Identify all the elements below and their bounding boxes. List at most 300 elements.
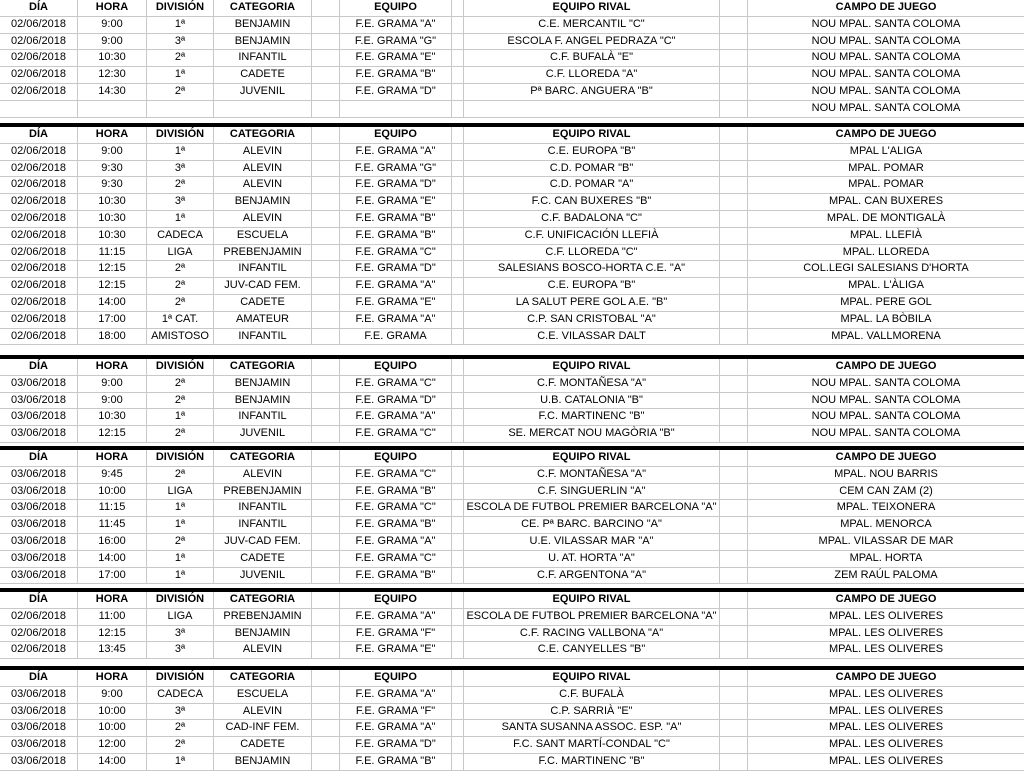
spacer-cell — [452, 50, 464, 66]
header-equipo: EQUIPO — [340, 359, 452, 375]
spacer-cell — [720, 329, 748, 345]
cell-campo: MPAL. LES OLIVERES — [828, 687, 944, 700]
cell-hora: 14:00 — [78, 551, 147, 567]
cell-equipo — [340, 101, 452, 117]
cell-division: 1ª — [147, 67, 214, 83]
header-division: DIVISIÓN — [147, 359, 214, 375]
spacer-cell — [720, 245, 748, 261]
cell-equipo: F.E. GRAMA "C" — [340, 245, 452, 261]
cell-categoria: BENJAMIN — [214, 34, 312, 50]
cell-categoria: INFANTIL — [214, 409, 312, 425]
table-row — [0, 534, 1024, 551]
cell-equipo: F.E. GRAMA "A" — [340, 409, 452, 425]
cell-division — [147, 101, 214, 117]
cell-categoria: ALEVIN — [214, 467, 312, 483]
header-categoria: CATEGORIA — [214, 670, 312, 686]
cell-hora: 9:00 — [78, 17, 147, 33]
header-row — [0, 670, 1024, 687]
cell-categoria — [214, 101, 312, 117]
spacer-cell — [452, 551, 464, 567]
spacer-cell — [312, 670, 340, 686]
cell-dia: 03/06/2018 — [0, 426, 78, 442]
spacer-cell — [452, 278, 464, 294]
cell-categoria: BENJAMIN — [214, 754, 312, 770]
spacer-cell — [720, 144, 748, 160]
cell-dia: 02/06/2018 — [0, 626, 78, 642]
cell-dia — [0, 101, 78, 117]
cell-equipo: F.E. GRAMA "B" — [340, 211, 452, 227]
table-row — [0, 687, 1024, 704]
cell-hora: 10:00 — [78, 720, 147, 736]
spacer-cell — [312, 376, 340, 392]
schedule-section — [0, 359, 1024, 443]
spacer-cell — [720, 551, 748, 567]
spacer-cell — [452, 295, 464, 311]
table-row — [0, 393, 1024, 410]
cell-campo: MPAL. MENORCA — [840, 518, 932, 531]
spacer-cell — [720, 177, 748, 193]
cell-equipo-rival: C.P. SARRIÀ "E" — [464, 704, 720, 720]
header-dia: DÍA — [0, 670, 78, 686]
cell-division: 1ª — [147, 517, 214, 533]
table-row — [0, 17, 1024, 34]
cell-hora: 9:00 — [78, 393, 147, 409]
cell-equipo-rival: C.F. UNIFICACIÓN LLEFIÀ — [464, 228, 720, 244]
header-equipo-rival: EQUIPO RIVAL — [464, 127, 720, 143]
header-equipo: EQUIPO — [340, 450, 452, 466]
table-row — [0, 484, 1024, 501]
spacer-cell — [720, 376, 748, 392]
cell-campo: NOU MPAL. SANTA COLOMA — [811, 84, 961, 97]
cell-division: 2ª — [147, 261, 214, 277]
header-row — [0, 592, 1024, 609]
spacer-cell — [312, 704, 340, 720]
spacer-cell — [452, 211, 464, 227]
cell-equipo: F.E. GRAMA "B" — [340, 754, 452, 770]
cell-equipo-rival: C.D. POMAR "B" — [464, 161, 720, 177]
spacer-cell — [720, 450, 748, 466]
header-row — [0, 0, 1024, 17]
spacer-cell — [312, 393, 340, 409]
cell-division: 2ª — [147, 426, 214, 442]
cell-equipo: F.E. GRAMA "D" — [340, 737, 452, 753]
cell-equipo: F.E. GRAMA "B" — [340, 484, 452, 500]
cell-campo: NOU MPAL. SANTA COLOMA — [811, 376, 961, 389]
cell-equipo: F.E. GRAMA "C" — [340, 467, 452, 483]
cell-dia: 03/06/2018 — [0, 517, 78, 533]
header-categoria: CATEGORIA — [214, 592, 312, 608]
spacer-cell — [452, 261, 464, 277]
spacer-cell — [452, 670, 464, 686]
cell-equipo-rival: C.F. LLOREDA "A" — [464, 67, 720, 83]
cell-equipo-rival: ESCOLA F. ANGEL PEDRAZA "C" — [464, 34, 720, 50]
spacer-cell — [312, 34, 340, 50]
cell-hora: 14:30 — [78, 84, 147, 100]
spacer-cell — [720, 467, 748, 483]
header-campo: CAMPO DE JUEGO — [835, 671, 937, 683]
cell-equipo: F.E. GRAMA "A" — [340, 312, 452, 328]
spacer-cell — [720, 534, 748, 550]
cell-campo: NOU MPAL. SANTA COLOMA — [811, 393, 961, 406]
cell-categoria: CADETE — [214, 295, 312, 311]
cell-categoria: INFANTIL — [214, 261, 312, 277]
cell-categoria: CAD-INF FEM. — [214, 720, 312, 736]
cell-equipo: F.E. GRAMA "B" — [340, 228, 452, 244]
cell-equipo: F.E. GRAMA "A" — [340, 720, 452, 736]
cell-equipo: F.E. GRAMA "F" — [340, 704, 452, 720]
cell-hora: 9:30 — [78, 177, 147, 193]
cell-equipo-rival: F.C. CAN BUXERES "B" — [464, 194, 720, 210]
cell-equipo: F.E. GRAMA "A" — [340, 17, 452, 33]
spacer-cell — [452, 467, 464, 483]
cell-equipo-rival: SE. MERCAT NOU MAGÒRIA "B" — [464, 426, 720, 442]
spacer-cell — [312, 720, 340, 736]
cell-campo: NOU MPAL. SANTA COLOMA — [811, 34, 961, 47]
cell-hora: 17:00 — [78, 312, 147, 328]
cell-hora: 18:00 — [78, 329, 147, 345]
table-row — [0, 737, 1024, 754]
cell-equipo: F.E. GRAMA "D" — [340, 177, 452, 193]
cell-dia: 03/06/2018 — [0, 409, 78, 425]
cell-hora: 12:30 — [78, 67, 147, 83]
cell-equipo-rival: C.P. SAN CRISTOBAL "A" — [464, 312, 720, 328]
cell-hora: 9:30 — [78, 161, 147, 177]
spacer-cell — [720, 642, 748, 658]
table-row — [0, 84, 1024, 101]
cell-equipo: F.E. GRAMA "B" — [340, 67, 452, 83]
cell-hora: 10:30 — [78, 228, 147, 244]
spacer-cell — [312, 754, 340, 770]
cell-equipo-rival: U.B. CATALONIA "B" — [464, 393, 720, 409]
cell-campo: NOU MPAL. SANTA COLOMA — [811, 51, 961, 64]
cell-categoria: BENJAMIN — [214, 17, 312, 33]
cell-equipo-rival: U.E. VILASSAR MAR "A" — [464, 534, 720, 550]
spacer-cell — [452, 359, 464, 375]
cell-equipo-rival: CE. Pª BARC. BARCINO "A" — [464, 517, 720, 533]
cell-dia: 02/06/2018 — [0, 261, 78, 277]
cell-categoria: ALEVIN — [214, 704, 312, 720]
header-hora: HORA — [78, 450, 147, 466]
spacer-cell — [452, 517, 464, 533]
header-equipo-rival: EQUIPO RIVAL — [464, 0, 720, 16]
spacer-cell — [720, 484, 748, 500]
spacer-cell — [720, 592, 748, 608]
table-row — [0, 261, 1024, 278]
cell-equipo: F.E. GRAMA "E" — [340, 295, 452, 311]
spacer-cell — [452, 534, 464, 550]
cell-campo: MPAL. LLEFIÀ — [850, 228, 922, 241]
spacer-cell — [720, 84, 748, 100]
spacer-cell — [720, 409, 748, 425]
cell-dia: 03/06/2018 — [0, 376, 78, 392]
cell-hora: 9:00 — [78, 144, 147, 160]
cell-campo: MPAL. CAN BUXERES — [828, 195, 944, 208]
cell-dia: 03/06/2018 — [0, 704, 78, 720]
spacer-cell — [312, 534, 340, 550]
table-row — [0, 312, 1024, 329]
cell-division: 2ª — [147, 376, 214, 392]
spacer-cell — [312, 278, 340, 294]
cell-categoria: ALEVIN — [214, 144, 312, 160]
cell-dia: 02/06/2018 — [0, 177, 78, 193]
header-categoria: CATEGORIA — [214, 359, 312, 375]
table-row — [0, 754, 1024, 771]
cell-categoria: ALEVIN — [214, 211, 312, 227]
table-row — [0, 67, 1024, 84]
spacer-cell — [312, 484, 340, 500]
cell-equipo-rival: C.E. VILASSAR DALT — [464, 329, 720, 345]
cell-dia: 03/06/2018 — [0, 467, 78, 483]
cell-equipo: F.E. GRAMA "G" — [340, 34, 452, 50]
header-equipo: EQUIPO — [340, 127, 452, 143]
cell-campo: MPAL. TEIXONERA — [836, 501, 936, 514]
cell-hora: 9:00 — [78, 34, 147, 50]
header-equipo-rival: EQUIPO RIVAL — [464, 670, 720, 686]
cell-equipo-rival: C.E. CANYELLES "B" — [464, 642, 720, 658]
cell-hora: 10:30 — [78, 409, 147, 425]
cell-division: AMISTOSO — [147, 329, 214, 345]
spacer-cell — [720, 34, 748, 50]
cell-division: 3ª — [147, 194, 214, 210]
cell-division: 1ª — [147, 144, 214, 160]
spacer-cell — [312, 194, 340, 210]
cell-campo: MPAL. LLOREDA — [842, 245, 930, 258]
spacer-cell — [312, 312, 340, 328]
cell-equipo-rival — [464, 101, 720, 117]
spacer-cell — [452, 228, 464, 244]
spacer-cell — [452, 312, 464, 328]
cell-categoria: JUVENIL — [214, 84, 312, 100]
cell-hora: 11:00 — [78, 609, 147, 625]
cell-campo: MPAL. LA BÒBILA — [840, 312, 932, 325]
cell-equipo-rival: C.E. EUROPA "B" — [464, 278, 720, 294]
cell-hora: 11:45 — [78, 517, 147, 533]
spacer-cell — [452, 500, 464, 516]
table-row — [0, 517, 1024, 534]
header-equipo-rival: EQUIPO RIVAL — [464, 359, 720, 375]
cell-campo: MPAL. LES OLIVERES — [828, 754, 944, 767]
table-row — [0, 642, 1024, 659]
spacer-cell — [312, 245, 340, 261]
header-equipo-rival: EQUIPO RIVAL — [464, 450, 720, 466]
spacer-cell — [720, 609, 748, 625]
cell-division: 2ª — [147, 84, 214, 100]
spacer-cell — [720, 720, 748, 736]
header-division: DIVISIÓN — [147, 450, 214, 466]
cell-campo: MPAL. LES OLIVERES — [828, 721, 944, 734]
cell-dia: 02/06/2018 — [0, 84, 78, 100]
spacer-cell — [452, 245, 464, 261]
cell-equipo: F.E. GRAMA — [340, 329, 452, 345]
cell-categoria: CADETE — [214, 67, 312, 83]
cell-equipo: F.E. GRAMA "D" — [340, 84, 452, 100]
header-campo: CAMPO DE JUEGO — [835, 451, 937, 463]
cell-hora: 10:30 — [78, 194, 147, 210]
cell-equipo-rival: F.C. MARTINENC "B" — [464, 409, 720, 425]
spacer-cell — [720, 261, 748, 277]
cell-hora: 16:00 — [78, 534, 147, 550]
spacer-cell — [452, 34, 464, 50]
cell-campo: MPAL. LES OLIVERES — [828, 609, 944, 622]
spacer-cell — [452, 177, 464, 193]
cell-hora: 9:00 — [78, 687, 147, 703]
spacer-cell — [452, 17, 464, 33]
table-row — [0, 50, 1024, 67]
spacer-cell — [312, 144, 340, 160]
spacer-cell — [312, 568, 340, 584]
header-campo: CAMPO DE JUEGO — [835, 593, 937, 605]
cell-dia: 02/06/2018 — [0, 67, 78, 83]
cell-categoria: AMATEUR — [214, 312, 312, 328]
cell-division: 1ª — [147, 17, 214, 33]
table-row — [0, 161, 1024, 178]
spacer-cell — [452, 144, 464, 160]
cell-campo: NOU MPAL. SANTA COLOMA — [811, 68, 961, 81]
spacer-cell — [452, 67, 464, 83]
spacer-cell — [720, 687, 748, 703]
cell-hora: 14:00 — [78, 754, 147, 770]
cell-equipo-rival: SANTA SUSANNA ASSOC. ESP. "A" — [464, 720, 720, 736]
cell-equipo-rival: C.F. MONTAÑESA "A" — [464, 376, 720, 392]
header-dia: DÍA — [0, 359, 78, 375]
cell-equipo-rival: C.F. SINGUERLIN "A" — [464, 484, 720, 500]
table-row — [0, 329, 1024, 346]
cell-campo: MPAL L'ALIGA — [849, 144, 923, 157]
cell-division: 2ª — [147, 393, 214, 409]
cell-categoria: BENJAMIN — [214, 194, 312, 210]
schedule-section — [0, 0, 1024, 118]
cell-division: 3ª — [147, 626, 214, 642]
spacer-cell — [720, 101, 748, 117]
cell-hora: 17:00 — [78, 568, 147, 584]
spacer-cell — [720, 194, 748, 210]
cell-equipo-rival: LA SALUT PERE GOL A.E. "B" — [464, 295, 720, 311]
table-row — [0, 500, 1024, 517]
cell-division: 1ª — [147, 568, 214, 584]
table-row — [0, 467, 1024, 484]
cell-dia: 03/06/2018 — [0, 551, 78, 567]
cell-equipo: F.E. GRAMA "G" — [340, 161, 452, 177]
spacer-cell — [312, 228, 340, 244]
cell-dia: 03/06/2018 — [0, 500, 78, 516]
cell-dia: 03/06/2018 — [0, 534, 78, 550]
cell-equipo: F.E. GRAMA "C" — [340, 376, 452, 392]
spacer-cell — [312, 609, 340, 625]
cell-equipo-rival: C.F. RACING VALLBONA "A" — [464, 626, 720, 642]
cell-categoria: INFANTIL — [214, 500, 312, 516]
spacer-cell — [452, 704, 464, 720]
spacer-cell — [720, 50, 748, 66]
header-hora: HORA — [78, 592, 147, 608]
spacer-cell — [452, 194, 464, 210]
cell-hora: 12:15 — [78, 261, 147, 277]
spacer-cell — [720, 211, 748, 227]
header-row — [0, 127, 1024, 144]
cell-equipo-rival: C.F. BADALONA "C" — [464, 211, 720, 227]
cell-campo: MPAL. LES OLIVERES — [828, 626, 944, 639]
cell-equipo-rival: SALESIANS BOSCO-HORTA C.E. "A" — [464, 261, 720, 277]
cell-categoria: PREBENJAMIN — [214, 245, 312, 261]
spacer-cell — [312, 409, 340, 425]
cell-categoria: INFANTIL — [214, 517, 312, 533]
cell-campo: MPAL. LES OLIVERES — [828, 643, 944, 656]
cell-equipo-rival: C.E. EUROPA "B" — [464, 144, 720, 160]
cell-categoria: JUVENIL — [214, 568, 312, 584]
cell-dia: 02/06/2018 — [0, 228, 78, 244]
spacer-cell — [720, 67, 748, 83]
cell-hora: 12:15 — [78, 426, 147, 442]
header-campo: CAMPO DE JUEGO — [835, 360, 937, 372]
spacer-cell — [452, 450, 464, 466]
cell-equipo-rival: C.F. ARGENTONA "A" — [464, 568, 720, 584]
spacer-cell — [312, 626, 340, 642]
header-hora: HORA — [78, 359, 147, 375]
table-row — [0, 704, 1024, 721]
cell-dia: 02/06/2018 — [0, 642, 78, 658]
schedule-section — [0, 670, 1024, 771]
spacer-cell — [720, 426, 748, 442]
cell-hora: 11:15 — [78, 245, 147, 261]
cell-division: 1ª — [147, 551, 214, 567]
cell-division: 1ª — [147, 409, 214, 425]
cell-dia: 03/06/2018 — [0, 568, 78, 584]
table-row — [0, 101, 1024, 118]
cell-equipo-rival: C.F. MONTAÑESA "A" — [464, 467, 720, 483]
cell-equipo: F.E. GRAMA "B" — [340, 568, 452, 584]
spacer-cell — [312, 211, 340, 227]
cell-categoria: ALEVIN — [214, 161, 312, 177]
cell-division: 1ª — [147, 500, 214, 516]
cell-hora: 12:15 — [78, 626, 147, 642]
table-row — [0, 144, 1024, 161]
spacer-cell — [312, 737, 340, 753]
spacer-cell — [312, 500, 340, 516]
spacer-cell — [312, 295, 340, 311]
spacer-cell — [312, 426, 340, 442]
spacer-cell — [720, 228, 748, 244]
header-hora: HORA — [78, 127, 147, 143]
header-equipo: EQUIPO — [340, 0, 452, 16]
cell-equipo: F.E. GRAMA "E" — [340, 50, 452, 66]
table-row — [0, 211, 1024, 228]
cell-dia: 03/06/2018 — [0, 720, 78, 736]
cell-campo: MPAL. LES OLIVERES — [828, 738, 944, 751]
header-hora: HORA — [78, 670, 147, 686]
header-campo: CAMPO DE JUEGO — [835, 128, 937, 140]
cell-campo: NOU MPAL. SANTA COLOMA — [811, 410, 961, 423]
cell-equipo: F.E. GRAMA "B" — [340, 517, 452, 533]
spacer-cell — [720, 517, 748, 533]
cell-categoria: ESCUELA — [214, 228, 312, 244]
cell-dia: 02/06/2018 — [0, 34, 78, 50]
table-row — [0, 609, 1024, 626]
spacer-cell — [312, 517, 340, 533]
spacer-cell — [312, 592, 340, 608]
cell-hora: 11:15 — [78, 500, 147, 516]
spacer-cell — [720, 278, 748, 294]
cell-hora: 10:00 — [78, 484, 147, 500]
spacer-cell — [312, 84, 340, 100]
cell-equipo: F.E. GRAMA "C" — [340, 426, 452, 442]
cell-equipo: F.E. GRAMA "A" — [340, 687, 452, 703]
cell-division: 2ª — [147, 467, 214, 483]
spacer-cell — [452, 592, 464, 608]
cell-dia: 02/06/2018 — [0, 329, 78, 345]
cell-hora: 12:00 — [78, 737, 147, 753]
spacer-cell — [452, 101, 464, 117]
cell-hora: 12:15 — [78, 278, 147, 294]
cell-division: 2ª — [147, 295, 214, 311]
